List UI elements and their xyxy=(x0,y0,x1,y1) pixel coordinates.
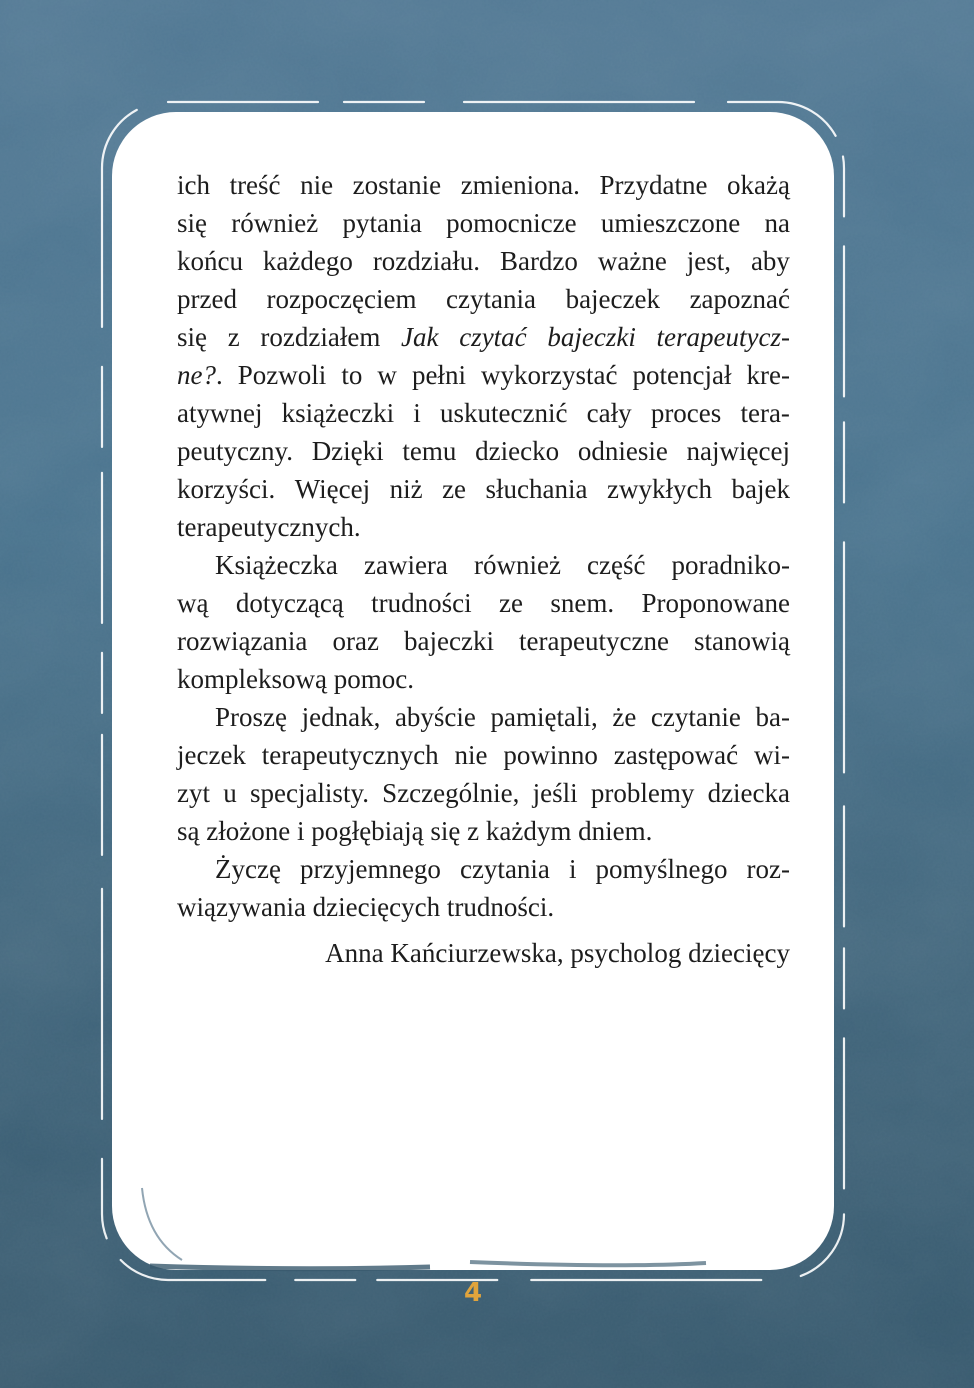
text-line: wą dotyczącą trudności ze snem. Proponowane xyxy=(177,588,790,618)
text-line: wiązywania dziecięcych trudności. xyxy=(177,892,555,922)
text-line: rozwiązania oraz bajeczki terapeutyczne stanowią xyxy=(177,626,790,656)
text-line: się z rozdziałem Jak czytać bajeczki terapeutycz- xyxy=(177,322,790,352)
text-line: przed rozpoczęciem czytania bajeczek zapoznać xyxy=(177,284,790,314)
text-line: kompleksową pomoc. xyxy=(177,664,414,694)
text-line: korzyści. Więcej niż ze słuchania zwykłych bajek xyxy=(177,474,790,504)
author-signature: Anna Kańciurzewska, psycholog dziecięcy xyxy=(325,938,790,968)
page-text xyxy=(177,166,790,972)
text-line: Życzę przyjemnego czytania i pomyślnego roz- xyxy=(215,854,790,884)
text-line: ne?. Pozwoli to w pełni wykorzystać potencjał kre- xyxy=(177,360,790,390)
text-line: końcu każdego rozdziału. Bardzo ważne jest, aby xyxy=(177,246,790,276)
text-line: jeczek terapeutycznych nie powinno zastępować wi- xyxy=(177,740,790,770)
text-line: terapeutycznych. xyxy=(177,512,361,542)
text-line: peutyczny. Dzięki temu dziecko odniesie najwięcej xyxy=(177,436,790,466)
text-line: zyt u specjalisty. Szczególnie, jeśli problemy dziecka xyxy=(177,778,790,808)
text-line: Proszę jednak, abyście pamiętali, że czytanie ba- xyxy=(215,702,790,732)
page-number: 4 xyxy=(463,1278,483,1308)
text-line: Książeczka zawiera również część poradniko- xyxy=(215,550,790,580)
text-line: się również pytania pomocnicze umieszczone na xyxy=(177,208,790,238)
text-line: ich treść nie zostanie zmieniona. Przydatne okażą xyxy=(177,170,790,200)
page-sheet xyxy=(112,112,834,1270)
text-line: atywnej książeczki i uskutecznić cały proces tera- xyxy=(177,398,790,428)
text-line: są złożone i pogłębiają się z każdym dniem. xyxy=(177,816,653,846)
